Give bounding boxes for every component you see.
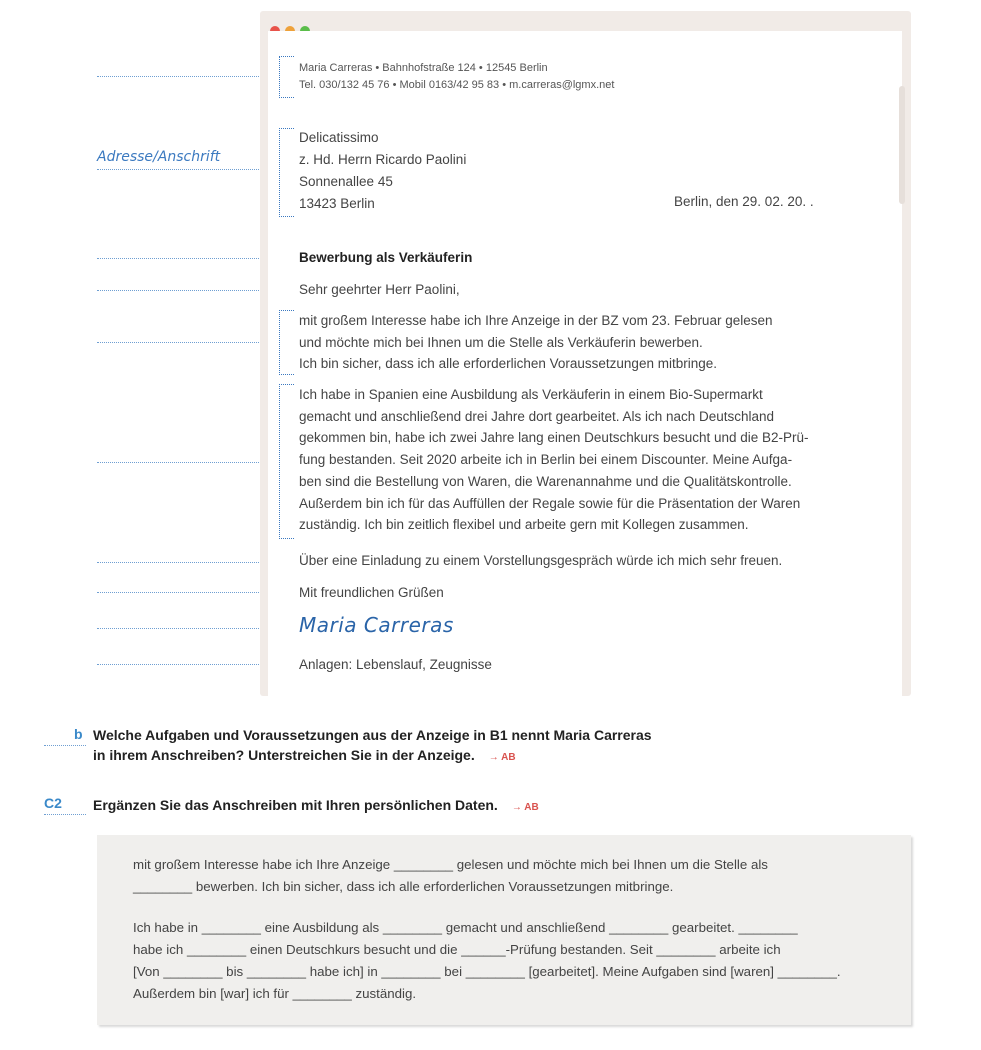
body-line: fung bestanden. Seit 2020 arbeite ich in Berlin bei einem Discounter. Meine Aufga-	[299, 452, 793, 468]
workbook-ref[interactable]: → AB	[511, 802, 539, 813]
letter-salutation: Sehr geehrter Herr Paolini,	[299, 282, 460, 297]
intro-line: und möchte mich bei Ihnen um die Stelle als Verkäuferin bewerben.	[299, 334, 703, 350]
annotation-line-attachments	[97, 664, 279, 665]
recipient-line: Delicatissimo	[299, 130, 379, 145]
annotation-line-sender	[97, 76, 279, 77]
body-line: zuständig. Ich bin zeitlich flexibel und arbeite gern mit Kollegen zusammen.	[299, 517, 749, 533]
annotation-line-intro	[97, 342, 279, 343]
exercise-line: [Von ________ bis ________ habe ich] in ________ bei ________ [gearbeitet]. Meine Aufgaben sind [waren] ________.	[133, 964, 841, 979]
sender-line-1: Maria Carreras • Bahnhofstraße 124 • 12545 Berlin	[299, 62, 548, 74]
task-b-label: b	[74, 726, 83, 742]
annotation-line-closing-request	[97, 562, 279, 563]
task-b-underline	[44, 745, 86, 746]
signature: Maria Carreras	[299, 613, 454, 637]
intro-line: Ich bin sicher, dass ich alle erforderlichen Voraussetzungen mitbringe.	[299, 356, 717, 372]
body-line: Außerdem bin ich für das Auffüllen der Regale sowie für die Präsentation der Waren	[299, 495, 801, 511]
attachments: Anlagen: Lebenslauf, Zeugnisse	[299, 657, 492, 672]
body-line: ben sind die Bestellung von Waren, die Warenannahme und die Qualitätskontrolle.	[299, 473, 792, 489]
recipient-line: z. Hd. Herrn Ricardo Paolini	[299, 152, 467, 167]
letter-date: Berlin, den 29. 02. 20. .	[674, 194, 814, 209]
letter-subject: Bewerbung als Verkäuferin	[299, 250, 473, 265]
task-c2-underline	[44, 814, 86, 815]
annotation-line-body	[97, 462, 279, 463]
task-c2-text	[93, 795, 539, 818]
letter-closing: Mit freundlichen Grüßen	[299, 585, 444, 600]
closing-request: Über eine Einladung zu einem Vorstellungsgespräch würde ich mich sehr freuen.	[299, 553, 783, 568]
exercise-line: ________ bewerben. Ich bin sicher, dass ich alle erforderlichen Voraussetzungen mitbringe.	[133, 879, 674, 894]
letter-intro	[299, 310, 879, 375]
intro-line: mit großem Interesse habe ich Ihre Anzeige in der BZ vom 23. Februar gelesen	[299, 313, 773, 328]
exercise-line: Ich habe in ________ eine Ausbildung als ________ gemacht und anschließend ________ gearbeitet. ________	[133, 920, 798, 935]
address-annotation-label: Adresse/Anschrift	[97, 149, 221, 165]
bracket-sender	[279, 56, 294, 98]
annotation-line-closing	[97, 592, 279, 593]
annotation-line-salutation	[97, 290, 279, 291]
exercise-line: Außerdem bin [war] ich für ________ zuständig.	[133, 986, 417, 1001]
recipient-line: Sonnenallee 45	[299, 174, 393, 189]
exercise-line: habe ich ________ einen Deutschkurs besucht und die ______-Prüfung bestanden. Seit ________ arbeite ich	[133, 942, 781, 957]
recipient-line: 13423 Berlin	[299, 196, 375, 211]
task-c2-label: C2	[44, 795, 62, 811]
bracket-body	[279, 384, 294, 539]
bracket-intro	[279, 310, 294, 375]
workbook-ref[interactable]: → AB	[488, 752, 516, 763]
body-line: Ich habe in Spanien eine Ausbildung als Verkäuferin in einem Bio-Supermarkt	[299, 387, 763, 402]
letter-body	[299, 384, 879, 536]
body-line: gemacht und anschließend drei Jahre dort gearbeitet. Als ich nach Deutschland	[299, 408, 775, 424]
window-titlebar	[260, 11, 911, 31]
sender-line-2: Tel. 030/132 45 76 • Mobil 0163/42 95 83 • m.carreras@lgmx.net	[299, 79, 615, 91]
task-c2-instruction: Ergänzen Sie das Anschreiben mit Ihren persönlichen Daten.	[93, 797, 498, 813]
task-b-text	[93, 725, 652, 768]
bracket-address	[279, 128, 294, 217]
annotation-line-signature	[97, 628, 279, 629]
task-b-line: Welche Aufgaben und Voraussetzungen aus der Anzeige in B1 nennt Maria Carreras	[93, 727, 652, 743]
exercise-line: mit großem Interesse habe ich Ihre Anzeige ________ gelesen und möchte mich bei Ihnen um die Stelle als	[133, 857, 768, 872]
body-line: gekommen bin, habe ich zwei Jahre lang einen Deutschkurs besucht und die B2-Prü-	[299, 430, 809, 446]
task-b-line: in ihrem Anschreiben? Unterstreichen Sie in der Anzeige.	[93, 747, 475, 763]
scrollbar[interactable]	[899, 86, 905, 204]
annotation-line-address	[97, 169, 279, 170]
annotation-line-subject	[97, 258, 279, 259]
